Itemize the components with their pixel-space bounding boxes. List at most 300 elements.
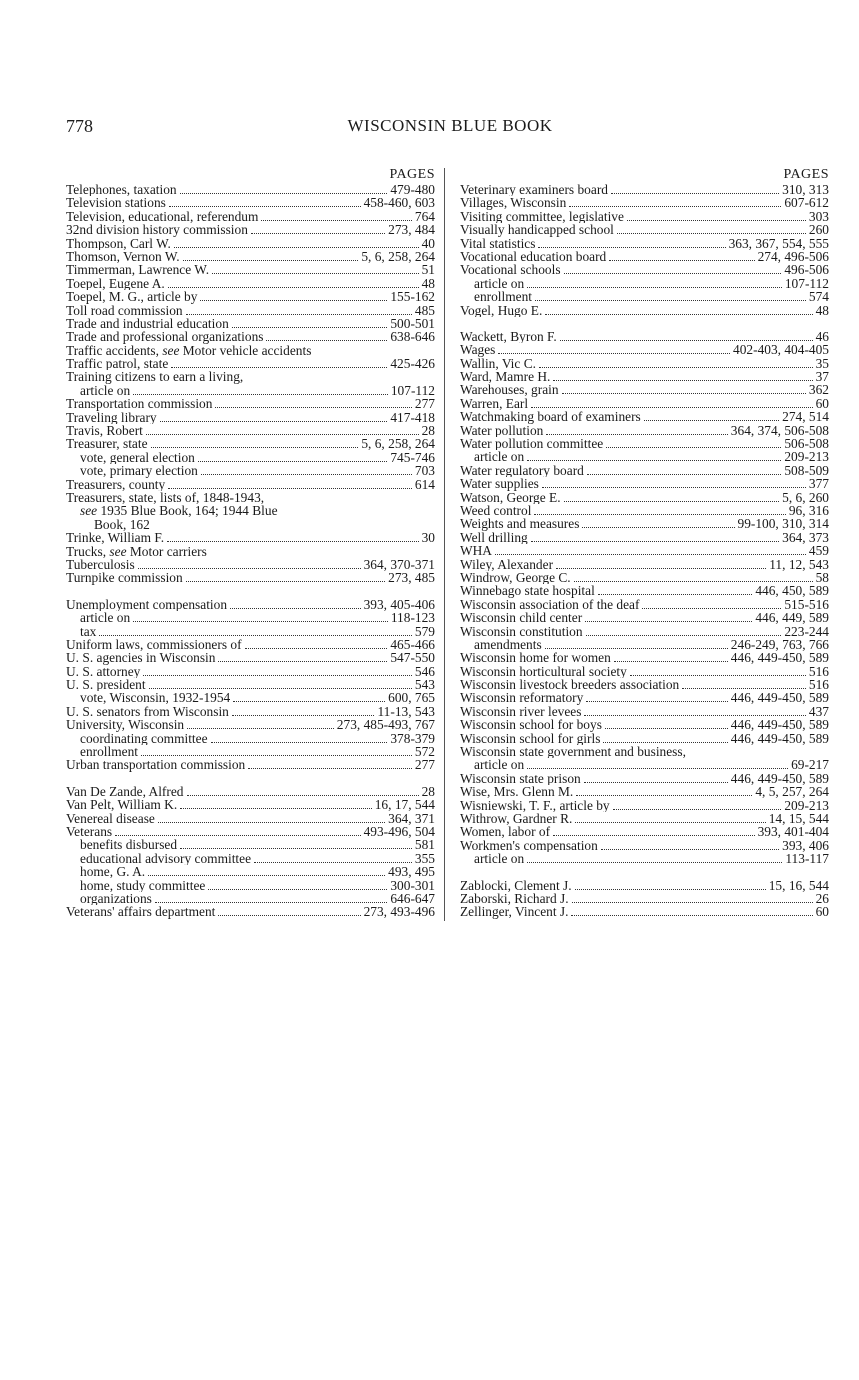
entry-label: Vocational schools — [460, 263, 561, 277]
dot-leader — [218, 651, 387, 662]
entry-pages: 417-418 — [390, 410, 435, 425]
section-gap — [460, 317, 829, 330]
entry-label: Venereal disease — [66, 811, 155, 825]
dot-leader — [138, 558, 361, 569]
entry-pages: 51 — [421, 263, 435, 277]
entry-label: Watson, George E. — [460, 490, 561, 504]
dot-leader — [251, 223, 385, 234]
dot-leader — [682, 678, 806, 689]
entry-label: Traveling library — [66, 410, 157, 425]
index-entry — [66, 330, 435, 343]
dot-leader — [215, 397, 411, 408]
dot-leader — [141, 745, 412, 756]
index-entry — [460, 277, 829, 290]
entry-label: Winnebago state hospital — [460, 584, 595, 598]
entry-pages: 11-13, 543 — [377, 704, 435, 719]
index-entry — [460, 290, 829, 303]
dot-leader — [564, 491, 780, 502]
entry-pages: 4, 5, 257, 264 — [755, 785, 829, 799]
entry-pages: 646-647 — [390, 891, 435, 906]
index-entry — [66, 678, 435, 691]
entry-label: Tuberculosis — [66, 557, 135, 572]
index-entry — [66, 798, 435, 811]
index-entry — [66, 263, 435, 276]
index-entry — [460, 839, 829, 852]
entry-label: Unemployment compensation — [66, 597, 228, 612]
dot-leader — [155, 892, 387, 903]
entry-pages: 446, 449-450, 589 — [730, 651, 829, 665]
index-entry — [460, 799, 829, 812]
index-entry — [66, 397, 435, 410]
index-entry — [66, 691, 435, 704]
entry-pages: 48 — [421, 276, 435, 291]
dot-leader — [133, 611, 388, 622]
entry-label: Wisconsin state government and business, — [460, 745, 686, 759]
entry-pages: 5, 6, 260 — [782, 490, 829, 504]
section-gap — [66, 585, 435, 598]
index-entry — [460, 491, 829, 504]
entry-label: Vocational education board — [460, 249, 607, 264]
entry-label: Trinke, William F. — [66, 531, 165, 545]
entry-label: Warren, Earl — [460, 396, 529, 411]
entry-pages: 223-244 — [784, 624, 829, 638]
index-entry — [66, 478, 435, 491]
entry-label: Wisconsin home for women — [460, 651, 611, 665]
index-entry — [460, 691, 829, 704]
entry-pages: 260 — [808, 223, 829, 237]
entry-pages: 364, 373 — [782, 530, 829, 545]
entry-pages: 465-466 — [390, 637, 435, 652]
entry-label: Zaborski, Richard J. — [460, 891, 569, 906]
dot-leader — [143, 665, 412, 676]
entry-pages: 574 — [808, 290, 829, 304]
index-entry — [66, 705, 435, 718]
dot-leader — [586, 625, 782, 636]
dot-leader — [186, 304, 412, 315]
index-entry — [66, 290, 435, 303]
entry-label: coordinating committee — [80, 731, 208, 746]
dot-leader — [585, 611, 752, 622]
entry-label: organizations — [80, 891, 152, 906]
entry-pages: 485 — [414, 303, 435, 317]
column-divider — [444, 168, 445, 921]
index-entry — [460, 544, 829, 557]
index-entry — [460, 517, 829, 530]
entry-pages: 745-746 — [390, 450, 435, 465]
index-column-left — [66, 166, 435, 919]
entry-label: amendments — [474, 637, 542, 652]
dot-leader — [545, 304, 812, 315]
entry-label: Turnpike commission — [66, 571, 183, 585]
dot-leader — [564, 263, 782, 274]
entry-pages: 506-508 — [784, 437, 829, 451]
entry-label: Visually handicapped school — [460, 223, 614, 237]
section-gap — [66, 772, 435, 785]
entry-pages: 96, 316 — [788, 503, 829, 518]
entry-pages: 516 — [808, 678, 829, 692]
dot-leader — [151, 437, 359, 448]
dot-leader — [611, 183, 779, 194]
dot-leader — [598, 584, 753, 595]
entry-pages: 26 — [815, 891, 829, 906]
entry-label: Wiley, Alexander — [460, 557, 554, 571]
dot-leader — [539, 357, 813, 368]
entry-label: Wisconsin livestock breeders association — [460, 678, 680, 692]
index-entry — [460, 410, 829, 423]
entry-label: Women, labor of — [460, 825, 551, 839]
entry-pages: 355 — [414, 851, 435, 866]
dot-leader — [208, 879, 387, 890]
entry-pages: 277 — [414, 397, 435, 411]
dot-leader — [609, 250, 754, 261]
entry-label: benefits disbursed — [80, 838, 178, 852]
index-entry — [460, 611, 829, 624]
index-entry — [460, 531, 829, 544]
index-entry — [66, 732, 435, 745]
dot-leader — [575, 812, 765, 823]
entry-label: Water supplies — [460, 477, 539, 491]
index-entry — [66, 317, 435, 330]
entry-pages: 393, 406 — [782, 838, 829, 853]
index-entry — [66, 491, 435, 504]
dot-leader — [545, 638, 728, 649]
index-entry — [66, 196, 435, 209]
entry-pages: 496-506 — [784, 263, 829, 277]
dot-leader — [187, 785, 419, 796]
entry-pages: 46 — [815, 329, 829, 344]
entry-pages: 446, 450, 589 — [755, 584, 829, 598]
entry-label: Uniform laws, commissioners of — [66, 637, 242, 652]
entry-label: Wisconsin reformatory — [460, 691, 584, 705]
entry-label: Urban transportation commission — [66, 758, 246, 772]
dot-leader — [254, 852, 412, 863]
dot-leader — [546, 424, 727, 435]
entry-list — [460, 183, 829, 919]
index-entry — [460, 852, 829, 865]
dot-leader — [542, 477, 806, 488]
dot-leader — [584, 772, 728, 783]
index-entry — [460, 905, 829, 918]
entry-pages: 60 — [815, 396, 829, 411]
dot-leader — [603, 732, 727, 743]
index-entry — [460, 651, 829, 664]
index-entry — [66, 250, 435, 263]
dot-leader — [576, 785, 752, 796]
dot-leader — [148, 865, 385, 876]
entry-label: Water pollution — [460, 423, 544, 438]
entry-pages: 764 — [414, 209, 435, 224]
entry-pages: 16, 17, 544 — [374, 798, 435, 812]
entry-pages: 364, 371 — [388, 811, 435, 825]
entry-pages: 58 — [815, 570, 829, 585]
entry-pages: 393, 401-404 — [757, 825, 829, 839]
index-entry — [66, 518, 435, 531]
index-entry — [460, 370, 829, 383]
dot-leader — [261, 210, 412, 221]
dot-leader — [605, 718, 728, 729]
dot-leader — [527, 758, 788, 769]
index-entry — [66, 838, 435, 851]
entry-label: Toepel, M. G., article by — [66, 290, 198, 304]
entry-label: Traffic patrol, state — [66, 357, 169, 371]
entry-label: Wisconsin state prison — [460, 771, 581, 786]
dot-leader — [149, 678, 412, 689]
dot-leader — [553, 825, 755, 836]
index-entry — [460, 571, 829, 584]
dot-leader — [99, 625, 412, 636]
index-entry — [66, 571, 435, 584]
dot-leader — [527, 450, 781, 461]
entry-label: Trade and industrial education — [66, 316, 229, 331]
entry-pages: 364, 374, 506-508 — [730, 423, 829, 438]
entry-label: see 1935 Blue Book, 164; 1944 Blue — [80, 504, 278, 518]
entry-pages: 402-403, 404-405 — [733, 343, 829, 357]
entry-label: U. S. senators from Wisconsin — [66, 704, 229, 719]
dot-leader — [584, 705, 805, 716]
entry-pages: 425-426 — [390, 357, 435, 371]
entry-pages: 446, 449-450, 589 — [730, 718, 829, 732]
entry-label: Workmen's compensation — [460, 838, 598, 853]
entry-pages: 310, 313 — [782, 183, 829, 197]
entry-label: Wisconsin constitution — [460, 624, 583, 638]
index-entry — [460, 825, 829, 838]
dot-leader — [498, 343, 730, 354]
entry-pages: 614 — [414, 477, 435, 491]
index-entry — [460, 477, 829, 490]
entry-label: Trucks, see Motor carriers — [66, 544, 207, 558]
dot-leader — [553, 370, 812, 381]
dot-leader — [169, 196, 361, 207]
index-entry — [460, 584, 829, 597]
entry-label: Zellinger, Vincent J. — [460, 905, 569, 919]
dot-leader — [158, 812, 385, 823]
entry-label: 32nd division history commission — [66, 223, 248, 237]
entry-pages: 516 — [808, 664, 829, 679]
entry-pages: 30 — [421, 531, 435, 545]
dot-leader — [569, 196, 781, 207]
entry-label: Thomson, Vernon W. — [66, 249, 180, 264]
index-entry — [66, 625, 435, 638]
entry-pages: 459 — [808, 544, 829, 558]
index-entry — [66, 424, 435, 437]
book-title: WISCONSIN BLUE BOOK — [347, 116, 553, 135]
dot-leader — [575, 879, 766, 890]
entry-pages: 274, 514 — [782, 410, 829, 424]
entry-pages: 99-100, 310, 314 — [737, 517, 829, 531]
entry-pages: 638-646 — [390, 330, 435, 344]
entry-pages: 446, 449-450, 589 — [730, 691, 829, 705]
entry-label: Withrow, Gardner R. — [460, 811, 573, 826]
entry-label: Wisconsin school for boys — [460, 718, 602, 732]
index-entry — [460, 183, 829, 196]
index-entry — [66, 745, 435, 758]
dot-leader — [535, 290, 806, 301]
entry-label: article on — [80, 383, 131, 398]
entry-pages: 547-550 — [390, 651, 435, 665]
entry-pages: 446, 449-450, 589 — [730, 771, 829, 786]
entry-pages: 579 — [414, 624, 435, 638]
entry-label: Training citizens to earn a living, — [66, 370, 244, 384]
entry-pages: 446, 449-450, 589 — [730, 731, 829, 746]
entry-label: Wallin, Vic C. — [460, 356, 536, 371]
index-entry — [66, 785, 435, 798]
dot-leader — [211, 732, 388, 743]
dot-leader — [527, 852, 782, 863]
dot-leader — [167, 531, 419, 542]
index-entry — [66, 865, 435, 878]
entry-label: WHA — [460, 544, 492, 558]
entry-label: Weights and measures — [460, 517, 580, 531]
entry-pages: 28 — [421, 424, 435, 438]
index-entry — [460, 625, 829, 638]
dot-leader — [495, 544, 806, 555]
entry-pages: 11, 12, 543 — [769, 557, 829, 571]
entry-label: Toepel, Eugene A. — [66, 276, 165, 291]
index-entry — [460, 210, 829, 223]
entry-pages: 40 — [421, 236, 435, 250]
dot-leader — [174, 237, 419, 248]
index-entry — [460, 732, 829, 745]
section-gap — [460, 866, 829, 879]
index-entry — [460, 558, 829, 571]
entry-label: Trade and professional organizations — [66, 330, 264, 344]
page-header — [66, 116, 834, 140]
entry-pages: 543 — [414, 678, 435, 692]
index-entry — [460, 598, 829, 611]
entry-pages: 107-112 — [390, 383, 435, 398]
dot-leader — [534, 504, 785, 515]
entry-label: Zablocki, Clement J. — [460, 878, 572, 892]
entry-list — [66, 183, 435, 919]
entry-pages: 209-213 — [784, 450, 829, 464]
entry-label: Timmerman, Lawrence W. — [66, 263, 210, 277]
entry-pages: 377 — [808, 477, 829, 491]
entry-label: vote, primary election — [80, 464, 198, 478]
entry-label: Wisconsin horticultural society — [460, 664, 627, 679]
entry-pages: 28 — [421, 784, 435, 799]
index-entry — [66, 357, 435, 370]
entry-label: Wisconsin association of the deaf — [460, 597, 640, 612]
dot-leader — [560, 330, 813, 341]
entry-label: Treasurers, state, lists of, 1848-1943, — [66, 490, 265, 505]
index-entry — [460, 397, 829, 410]
entry-pages: 118-123 — [390, 611, 435, 625]
dot-leader — [627, 210, 806, 221]
entry-pages: 209-213 — [784, 798, 829, 812]
index-entry — [66, 718, 435, 731]
dot-leader — [180, 183, 388, 194]
entry-label: Water pollution committee — [460, 437, 604, 451]
index-entry — [460, 437, 829, 450]
index-entry — [66, 210, 435, 223]
dot-leader — [642, 598, 781, 609]
dot-leader — [133, 384, 388, 395]
dot-leader — [160, 411, 388, 422]
entry-pages: 273, 485 — [388, 571, 435, 585]
index-entry — [460, 424, 829, 437]
entry-label: tax — [80, 624, 97, 638]
dot-leader — [201, 464, 412, 475]
entry-label: Van Pelt, William K. — [66, 798, 178, 812]
index-entry — [66, 223, 435, 236]
entry-pages: 273, 493-496 — [363, 905, 435, 919]
entry-pages: 69-217 — [791, 758, 829, 772]
entry-label: Well drilling — [460, 530, 528, 545]
dot-leader — [606, 437, 781, 448]
entry-label: Wackett, Byron F. — [460, 329, 557, 344]
dot-leader — [248, 758, 412, 769]
entry-label: enrollment — [80, 745, 139, 759]
dot-leader — [198, 451, 387, 462]
dot-leader — [168, 478, 412, 489]
index-entry — [66, 825, 435, 838]
entry-pages: 446, 449, 589 — [755, 611, 829, 625]
index-entry — [460, 263, 829, 276]
index-entry — [66, 437, 435, 450]
entry-pages: 500-501 — [390, 316, 435, 331]
entry-pages: 607-612 — [784, 196, 829, 210]
entry-label: Warehouses, grain — [460, 383, 559, 397]
entry-label: educational advisory committee — [80, 851, 252, 866]
index-entry — [66, 611, 435, 624]
dot-leader — [574, 571, 813, 582]
entry-label: Treasurer, state — [66, 437, 148, 451]
entry-label: Villages, Wisconsin — [460, 196, 567, 210]
dot-leader — [572, 892, 813, 903]
index-entry — [460, 785, 829, 798]
entry-pages: 48 — [815, 303, 829, 317]
dot-leader — [212, 263, 419, 274]
entry-pages: 277 — [414, 758, 435, 772]
index-entry — [460, 504, 829, 517]
index-entry — [460, 678, 829, 691]
index-entry — [460, 383, 829, 396]
dot-leader — [245, 638, 388, 649]
index-entry — [66, 651, 435, 664]
entry-pages: 60 — [815, 905, 829, 919]
dot-leader — [617, 223, 806, 234]
entry-label: Wisconsin school for girls — [460, 731, 601, 746]
index-entry — [460, 772, 829, 785]
entry-label: Veterinary examiners board — [460, 183, 608, 197]
entry-pages: 5, 6, 258, 264 — [361, 437, 435, 451]
index-entry — [66, 237, 435, 250]
index-entry — [66, 531, 435, 544]
entry-pages: 437 — [808, 704, 829, 719]
dot-leader — [171, 357, 387, 368]
entry-pages: 515-516 — [784, 597, 829, 612]
index-entry — [66, 411, 435, 424]
index-entry — [66, 277, 435, 290]
dot-leader — [562, 383, 806, 394]
entry-label: Wisconsin child center — [460, 611, 583, 625]
dot-leader — [200, 290, 387, 301]
entry-label: Vogel, Hugo E. — [460, 303, 543, 317]
index-entry — [460, 892, 829, 905]
entry-pages: 107-112 — [784, 276, 829, 291]
entry-pages: 274, 496-506 — [757, 249, 829, 264]
entry-pages: 581 — [414, 838, 435, 852]
dot-leader — [230, 598, 361, 609]
index-entry — [66, 598, 435, 611]
index-entry — [66, 905, 435, 918]
index-entry — [66, 183, 435, 196]
index-entry — [66, 558, 435, 571]
index-entry — [66, 852, 435, 865]
entry-pages: 364, 370-371 — [363, 557, 435, 572]
entry-pages: 479-480 — [390, 183, 435, 197]
index-entry — [460, 330, 829, 343]
